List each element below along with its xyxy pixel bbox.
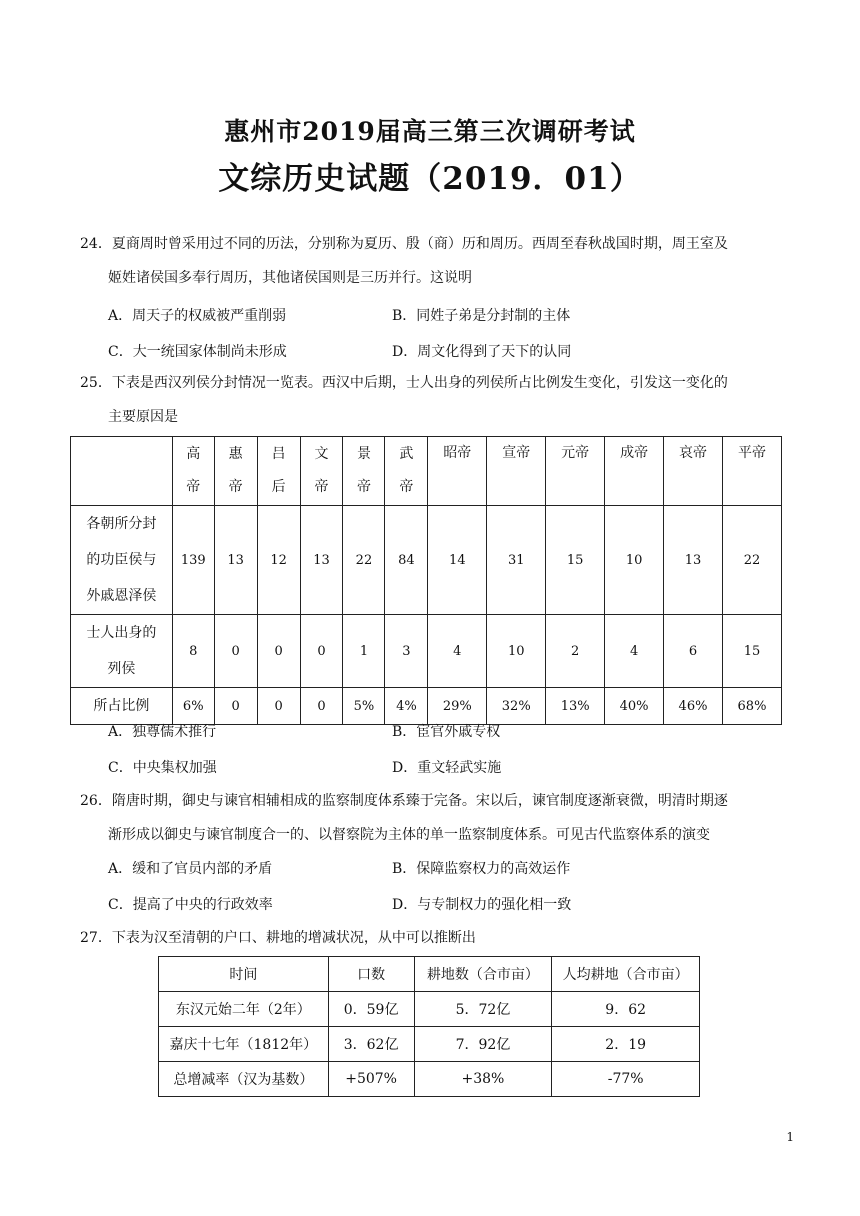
table-header-cell: 口数 — [328, 957, 414, 992]
table-cell: 22 — [343, 506, 385, 615]
table-cell: 4 — [605, 615, 664, 688]
table-cell: 总增减率（汉为基数） — [159, 1062, 329, 1097]
option-b: B．同姓子弟是分封制的主体 — [392, 308, 571, 324]
table-cell: 嘉庆十七年（1812年） — [159, 1027, 329, 1062]
table-cell: 2 — [546, 615, 605, 688]
table-cell: 40% — [605, 688, 664, 725]
table-cell: 14 — [428, 506, 487, 615]
table-cell: 6 — [664, 615, 723, 688]
question-number: 27． — [80, 930, 112, 946]
table-cell: 4% — [385, 688, 428, 725]
table-cell: 139 — [172, 506, 214, 615]
table-cell: 3．62亿 — [328, 1027, 414, 1062]
table-cell: 10 — [605, 506, 664, 615]
table-header-cell: 宣帝 — [487, 437, 546, 506]
table-header-cell: 景 帝 — [343, 437, 385, 506]
table-cell: 东汉元始二年（2年） — [159, 992, 329, 1027]
option-c: C．大一统国家体制尚未形成 — [108, 344, 287, 360]
option-c: C．中央集权加强 — [108, 760, 217, 776]
question-number: 25． — [80, 375, 112, 391]
stem-line: 下表是西汉列侯分封情况一览表。西汉中后期，士人出身的列侯所占比例发生变化，引发这一变化的 — [111, 375, 728, 391]
table-header-cell: 武 帝 — [385, 437, 428, 506]
table-cell: +38% — [414, 1062, 552, 1097]
table-cell: 13 — [214, 506, 257, 615]
option-a: A．周天子的权威被严重削弱 — [108, 308, 287, 324]
table-cell: 6% — [172, 688, 214, 725]
question-number: 24． — [80, 236, 112, 252]
table-cell: 31 — [487, 506, 546, 615]
table-cell: 0 — [214, 688, 257, 725]
table-header-cell: 哀帝 — [664, 437, 723, 506]
table-cell: 0 — [257, 615, 300, 688]
table-cell: 5% — [343, 688, 385, 725]
table-row — [71, 506, 782, 615]
option-d: D．周文化得到了天下的认同 — [392, 344, 572, 360]
option-a: A．缓和了官员内部的矛盾 — [108, 861, 273, 877]
question-number: 26． — [80, 793, 112, 809]
table-header-cell: 时间 — [159, 957, 329, 992]
table-cell: 0 — [257, 688, 300, 725]
table-cell: +507% — [328, 1062, 414, 1097]
question-24-stem — [80, 227, 792, 295]
table-cell: 13 — [300, 506, 343, 615]
table-cell: 32% — [487, 688, 546, 725]
stem-line: 隋唐时期，御史与谏官相辅相成的监察制度体系臻于完备。宋以后，谏官制度逐渐衰微，明清时期逐 — [111, 793, 728, 809]
table-header-cell: 惠 帝 — [214, 437, 257, 506]
table-cell: 0．59亿 — [328, 992, 414, 1027]
table-header-cell: 成帝 — [605, 437, 664, 506]
table-population-farmland — [158, 956, 700, 1097]
table-cell: 9．62 — [552, 992, 700, 1027]
table-cell: 13 — [664, 506, 723, 615]
option-d: D．与专制权力的强化相一致 — [392, 897, 572, 913]
table-row — [159, 992, 700, 1027]
stem-line: 夏商周时曾采用过不同的历法，分别称为夏历、殷（商）历和周历。西周至春秋战国时期，周王室及 — [111, 236, 728, 252]
table-cell: 5．72亿 — [414, 992, 552, 1027]
table-cell: 4 — [428, 615, 487, 688]
row-label: 士人出身的 列侯 — [71, 615, 173, 688]
question-26-options — [108, 851, 798, 923]
table-cell: 8 — [172, 615, 214, 688]
table-header-cell: 文 帝 — [300, 437, 343, 506]
table-header-cell: 平帝 — [722, 437, 781, 506]
table-cell: 22 — [722, 506, 781, 615]
table-header-cell: 人均耕地（合市亩） — [552, 957, 700, 992]
question-26-stem — [80, 784, 792, 852]
table-cell: 3 — [385, 615, 428, 688]
question-27-stem — [80, 921, 792, 955]
empty-corner-cell — [71, 437, 173, 506]
option-a: A．独尊儒术推行 — [108, 724, 217, 740]
table-cell: 1 — [343, 615, 385, 688]
table-cell: 15 — [722, 615, 781, 688]
table-cell: 84 — [385, 506, 428, 615]
table-cell: 12 — [257, 506, 300, 615]
stem-line: 主要原因是 — [108, 409, 178, 425]
question-25-options — [108, 714, 798, 786]
option-b: B．保障监察权力的高效运作 — [392, 861, 571, 877]
table-cell: 0 — [300, 615, 343, 688]
table-cell: 13% — [546, 688, 605, 725]
table-header-cell: 元帝 — [546, 437, 605, 506]
table-header-row — [159, 957, 700, 992]
row-label: 所占比例 — [71, 688, 173, 725]
option-b: B．宦官外戚专权 — [392, 724, 501, 740]
table-header-cell: 耕地数（合市亩） — [414, 957, 552, 992]
table-header-cell: 昭帝 — [428, 437, 487, 506]
table-cell: -77% — [552, 1062, 700, 1097]
table-cell: 68% — [722, 688, 781, 725]
table-cell: 0 — [300, 688, 343, 725]
table-header-cell: 吕 后 — [257, 437, 300, 506]
table-header-row — [71, 437, 782, 506]
table-header-cell: 高 帝 — [172, 437, 214, 506]
stem-line: 下表为汉至清朝的户口、耕地的增减状况，从中可以推断出 — [111, 930, 476, 946]
table-cell: 15 — [546, 506, 605, 615]
table-cell: 29% — [428, 688, 487, 725]
question-24-options — [108, 298, 798, 370]
table-row — [71, 615, 782, 688]
option-c: C．提高了中央的行政效率 — [108, 897, 273, 913]
table-cell: 2．19 — [552, 1027, 700, 1062]
table-marquis-enfeoffment — [70, 436, 782, 725]
row-label: 各朝所分封 的功臣侯与 外戚恩泽侯 — [71, 506, 173, 615]
question-25-stem — [80, 366, 792, 434]
option-d: D．重文轻武实施 — [392, 760, 502, 776]
table-cell: 7．92亿 — [414, 1027, 552, 1062]
table-cell: 10 — [487, 615, 546, 688]
table-row — [159, 1027, 700, 1062]
table-row — [159, 1062, 700, 1097]
page-number: 1 — [786, 1130, 794, 1144]
table-cell: 0 — [214, 615, 257, 688]
stem-line: 渐形成以御史与谏官制度合一的、以督察院为主体的单一监察制度体系。可见古代监察体系的演变 — [108, 827, 710, 843]
table-cell: 46% — [664, 688, 723, 725]
exam-title: 惠州市2019届高三第三次调研考试 — [224, 117, 636, 146]
stem-line: 姬姓诸侯国多奉行周历，其他诸侯国则是三历并行。这说明 — [108, 270, 472, 286]
exam-subtitle: 文综历史试题（2019．01） — [218, 161, 642, 197]
